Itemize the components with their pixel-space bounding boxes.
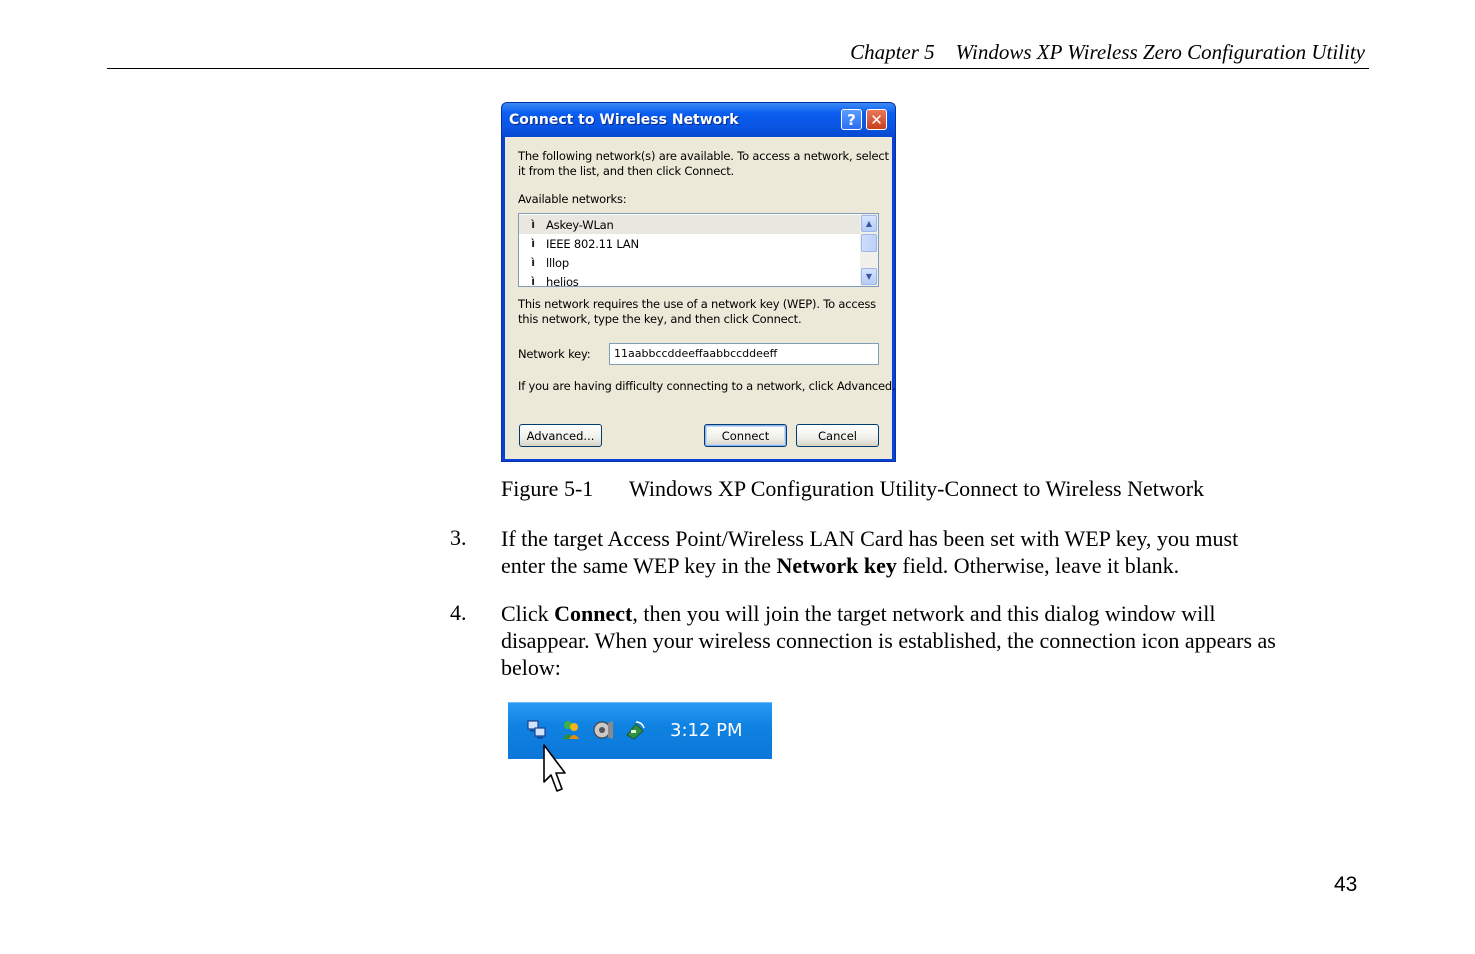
list-item[interactable]: [519, 215, 860, 234]
antenna-icon: ì: [531, 237, 535, 250]
step-line: If the target Access Point/Wireless LAN Card has been set with WEP key, you must: [501, 526, 1239, 551]
mouse-pointer-icon: [542, 744, 566, 800]
advanced-hint-text: If you are having difficulty connecting to a network, click Advanced.: [518, 379, 896, 393]
step-text: [501, 525, 1238, 579]
step-line: disappear. When your wireless connection is established, the connection icon appears as: [501, 628, 1276, 653]
step-line: [501, 552, 1238, 579]
description-line: it from the list, and then click Connect.: [518, 164, 734, 178]
bold-term: Network key: [776, 553, 897, 578]
messenger-icon[interactable]: [560, 719, 582, 741]
available-networks-label: Available networks:: [518, 192, 627, 206]
figure-number: Figure 5-1: [501, 476, 594, 501]
running-header: [850, 40, 1365, 65]
volume-icon[interactable]: [592, 719, 614, 741]
help-button[interactable]: ?: [841, 109, 862, 130]
network-name: Askey-WLan: [546, 217, 614, 232]
page-number: 43: [1334, 873, 1358, 896]
scroll-thumb[interactable]: [861, 234, 877, 252]
figure-caption-text: Windows XP Configuration Utility-Connect to Wireless Network: [629, 476, 1205, 501]
dialog-description: [518, 149, 889, 179]
header-title: Windows XP Wireless Zero Configuration Utility: [955, 40, 1365, 64]
scroll-up-icon[interactable]: ▲: [861, 215, 877, 232]
available-networks-list[interactable]: [518, 213, 879, 287]
list-scrollbar[interactable]: [860, 214, 878, 286]
text-run: Click: [501, 601, 555, 626]
step-text: [501, 600, 1276, 681]
list-item[interactable]: [519, 272, 860, 287]
network-name: lllop: [546, 255, 569, 270]
dialog-title: Connect to Wireless Network: [509, 112, 739, 128]
bold-term: Connect: [554, 601, 633, 626]
antenna-icon: ì: [531, 275, 535, 287]
figure-caption: [501, 476, 1204, 502]
wireless-utility-icon[interactable]: [624, 719, 646, 741]
close-button[interactable]: ✕: [866, 109, 887, 130]
taskbar-clock[interactable]: 3:12 PM: [670, 720, 743, 741]
antenna-icon: ì: [531, 256, 535, 269]
network-name: helios: [546, 274, 579, 287]
connect-wireless-dialog: [501, 102, 896, 462]
step-number: 4.: [450, 600, 467, 625]
text-run: field. Otherwise, leave it blank.: [896, 553, 1180, 578]
dialog-titlebar: [502, 103, 895, 137]
text-run: , then you will join the target network and this dialog window will: [632, 601, 1216, 626]
step-line: [501, 600, 1276, 627]
antenna-icon: ì: [531, 218, 535, 231]
advanced-button[interactable]: Advanced...: [519, 424, 602, 447]
list-item[interactable]: [519, 234, 860, 253]
dialog-client-area: [505, 137, 896, 459]
scroll-down-icon[interactable]: ▼: [861, 268, 877, 285]
list-item[interactable]: [519, 253, 860, 272]
cancel-button[interactable]: Cancel: [796, 424, 879, 447]
header-rule: [107, 68, 1369, 69]
network-key-input[interactable]: 11aabbccddeeffaabbccddeeff: [609, 343, 879, 365]
description-line: The following network(s) are available. To access a network, select: [518, 149, 889, 163]
text-run: enter the same WEP key in the: [501, 553, 777, 578]
network-name: IEEE 802.11 LAN: [546, 236, 639, 251]
step-number: 3.: [450, 525, 467, 550]
wep-line: This network requires the use of a network key (WEP). To access: [518, 297, 876, 311]
header-chapter: Chapter 5: [850, 40, 935, 64]
wep-requirement-text: [518, 297, 876, 327]
network-key-label: Network key:: [518, 347, 591, 361]
network-connection-icon[interactable]: [526, 719, 548, 741]
wep-line: this network, type the key, and then click Connect.: [518, 312, 802, 326]
connect-button[interactable]: Connect: [704, 424, 787, 447]
step-line: below:: [501, 655, 561, 680]
